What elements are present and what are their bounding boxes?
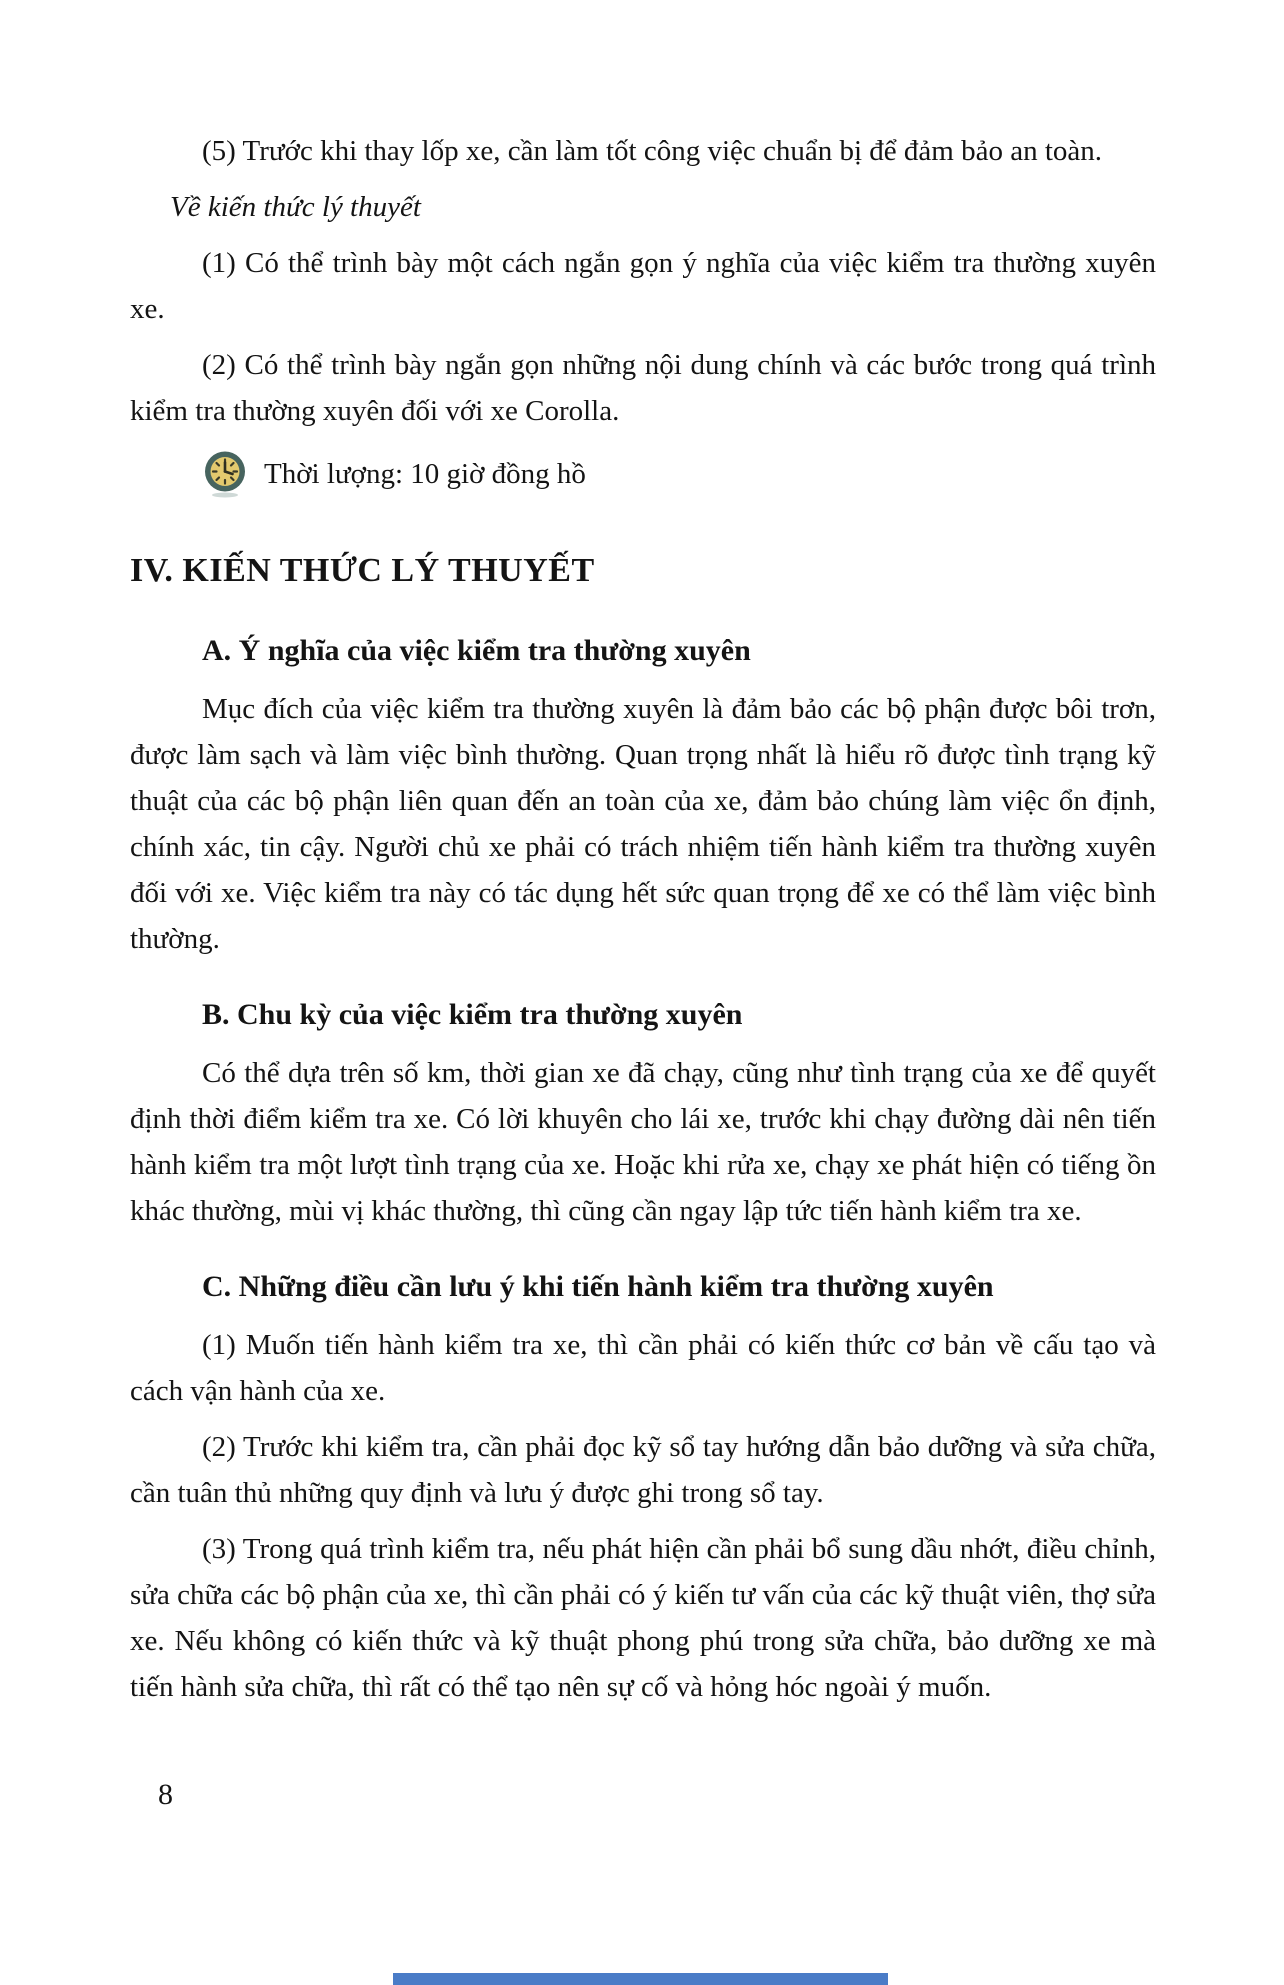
paragraph-c2: (2) Trước khi kiểm tra, cần phải đọc kỹ sổ tay hướng dẫn bảo dưỡng và sửa chữa, cần tuân thủ những quy định và lưu ý được ghi trong sổ tay. <box>130 1431 1156 1509</box>
subsection-heading-b: B. Chu kỳ của việc kiểm tra thường xuyên <box>202 998 743 1031</box>
paragraph-a: Mục đích của việc kiểm tra thường xuyên là đảm bảo các bộ phận được bôi trơn, được làm sạch và làm việc bình thường. Quan trọng nhất là hiểu rõ được tình trạng kỹ thuật của các bộ phận liên quan đến an toàn của xe, đảm bảo chúng làm việc ổn định, chính xác, tin cậy. Người chủ xe phải có trách nhiệm tiến hành kiểm tra thường xuyên đối với xe. Việc kiểm tra này có tác dụng hết sức quan trọng để xe có thể làm việc bình thường. <box>130 693 1156 955</box>
page-number: 8 <box>158 1778 173 1811</box>
subsection-heading-c: C. Những điều cần lưu ý khi tiến hành kiểm tra thường xuyên <box>202 1270 994 1303</box>
subsection-heading-a: A. Ý nghĩa của việc kiểm tra thường xuyên <box>202 634 751 667</box>
text-column <box>130 128 1156 1720</box>
paragraph-5: (5) Trước khi thay lốp xe, cần làm tốt công việc chuẩn bị để đảm bảo an toàn. <box>202 135 1103 167</box>
paragraph-c3: (3) Trong quá trình kiểm tra, nếu phát hiện cần phải bổ sung dầu nhớt, điều chỉnh, sửa chữa các bộ phận của xe, thì cần phải có ý kiến tư vấn của các kỹ thuật viên, thợ sửa xe. Nếu không có kiến thức và kỹ thuật phong phú trong sửa chữa, bảo dưỡng xe mà tiến hành sửa chữa, thì rất có thể tạo nên sự cố và hỏng hóc ngoài ý muốn. <box>130 1533 1156 1703</box>
italic-note: Về kiến thức lý thuyết <box>170 191 421 223</box>
paragraph-1: (1) Có thể trình bày một cách ngắn gọn ý nghĩa của việc kiểm tra thường xuyên xe. <box>130 247 1156 325</box>
clock-icon <box>202 450 248 498</box>
paragraph-2: (2) Có thể trình bày ngắn gọn những nội dung chính và các bước trong quá trình kiểm tra thường xuyên đối với xe Corolla. <box>130 349 1156 427</box>
bottom-bar <box>393 1973 888 1985</box>
duration-text: Thời lượng: 10 giờ đồng hồ <box>264 458 586 490</box>
section-heading-iv: IV. KIẾN THỨC LÝ THUYẾT <box>130 552 595 589</box>
paragraph-c1: (1) Muốn tiến hành kiểm tra xe, thì cần phải có kiến thức cơ bản về cấu tạo và cách vận hành của xe. <box>130 1329 1156 1407</box>
duration-row <box>202 448 1156 500</box>
paragraph-b: Có thể dựa trên số km, thời gian xe đã chạy, cũng như tình trạng của xe để quyết định thời điểm kiểm tra xe. Có lời khuyên cho lái xe, trước khi chạy đường dài nên tiến hành kiểm tra một lượt tình trạng của xe. Hoặc khi rửa xe, chạy xe phát hiện có tiếng ồn khác thường, mùi vị khác thường, thì cũng cần ngay lập tức tiến hành kiểm tra xe. <box>130 1057 1156 1227</box>
